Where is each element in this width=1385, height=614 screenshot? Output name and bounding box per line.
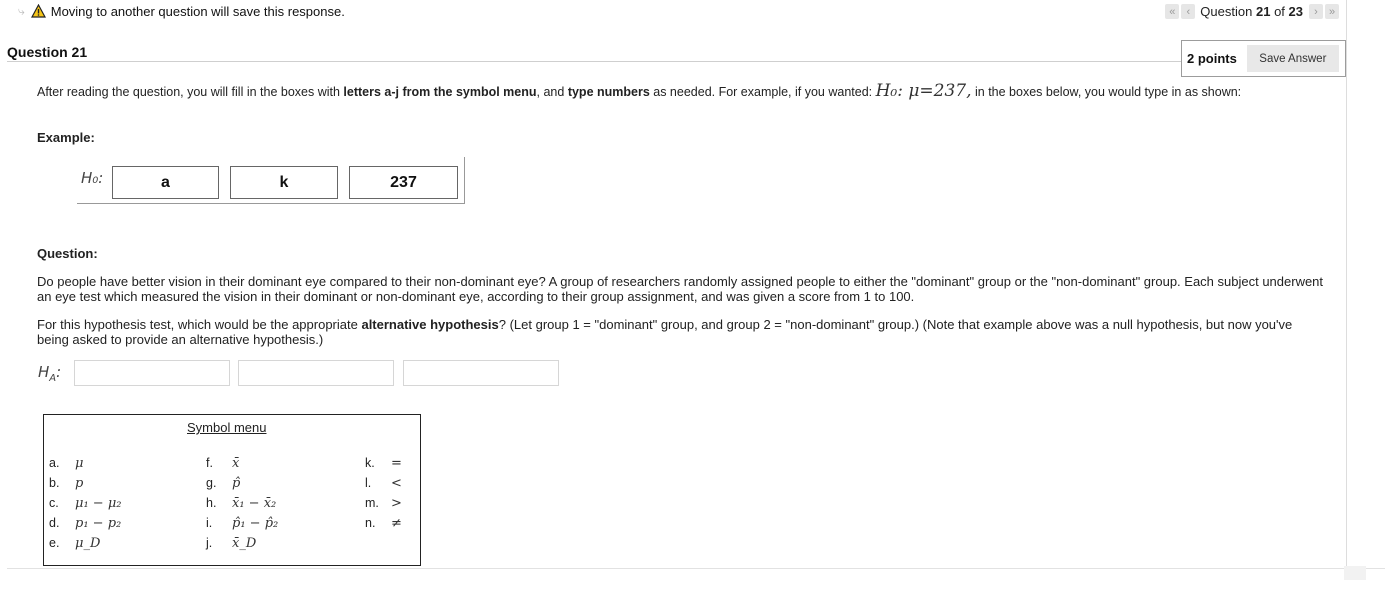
symbol-item (365, 453, 402, 473)
symbol-value: p₁ − p₂ (75, 516, 122, 531)
points-box (1181, 40, 1346, 77)
symbol-item (206, 533, 278, 553)
symbol-key: j. (206, 536, 213, 550)
warning-text: Moving to another question will save this response. (50, 3, 345, 19)
symbol-item (365, 513, 402, 533)
question-title: Question 21 (7, 44, 88, 60)
symbol-key: n. (365, 516, 376, 530)
symbol-key: e. (49, 536, 60, 550)
divider (7, 61, 1182, 62)
symbol-item (365, 493, 402, 513)
symbol-value: p̂ (232, 476, 241, 491)
answer-input-2[interactable] (238, 360, 394, 386)
question-navigation (1165, 4, 1339, 19)
page-corner (1344, 566, 1366, 580)
symbol-item (206, 513, 278, 533)
previous-question-icon[interactable]: ‹ (1181, 4, 1195, 19)
example-box-2: k (230, 166, 338, 199)
symbol-column-2 (206, 453, 278, 553)
symbol-value: p̂₁ − p̂₂ (232, 516, 279, 531)
answer-input-3[interactable] (403, 360, 559, 386)
symbol-key: k. (365, 456, 375, 470)
example-label: Example: (37, 130, 95, 145)
instructions-text: as needed. For example, if you wanted: (649, 85, 876, 99)
symbol-value: μ_D (75, 536, 101, 551)
page-bottom-divider (7, 568, 1385, 569)
symbol-value: ≠ (391, 516, 402, 531)
symbol-key: h. (206, 496, 217, 510)
instructions (37, 81, 1287, 102)
symbol-item (49, 533, 121, 553)
question-counter-of: of (1274, 4, 1285, 19)
save-warning (18, 2, 345, 20)
symbol-key: l. (365, 476, 372, 490)
symbol-column-3 (365, 453, 402, 533)
symbol-menu-title: Symbol menu (187, 420, 267, 435)
example-box-1: a (112, 166, 219, 199)
question-prompt-bold: alternative hypothesis (361, 317, 499, 332)
symbol-value: < (391, 476, 402, 491)
symbol-value: = (391, 456, 402, 471)
question-prompt-text: For this hypothesis test, which would be the appropriate (37, 317, 362, 332)
symbol-item (206, 473, 278, 493)
instructions-text: in the boxes below, you would type in as shown: (971, 85, 1242, 99)
symbol-key: d. (49, 516, 60, 530)
question-counter-prefix: Question (1200, 4, 1253, 19)
symbol-key: g. (206, 476, 217, 490)
question-paragraph: Do people have better vision in their dominant eye compared to their non-dominant eye? A group of researchers randomly assigned people to either the "dominant" group or the "non-dominant" group. Each subject underwent an eye test which measured the vision in their dominant or non-dominant eye, according to their group assignment, and was given a score from 1 to 100. (37, 274, 1324, 304)
symbol-key: b. (49, 476, 60, 490)
symbol-value: x̄₁ − x̄₂ (232, 496, 277, 511)
symbol-value: > (391, 496, 402, 511)
symbol-value: x̄ (232, 456, 240, 471)
first-question-icon[interactable]: « (1165, 4, 1179, 19)
points-label: 2 points (1187, 51, 1237, 66)
symbol-key: i. (206, 516, 213, 530)
instructions-bold-letters: letters a-j from the symbol menu (343, 85, 537, 99)
symbol-item (206, 493, 278, 513)
symbol-item (49, 473, 121, 493)
question-counter-current: 21 (1255, 4, 1271, 19)
symbol-column-1 (49, 453, 121, 553)
save-answer-button[interactable]: Save Answer (1247, 45, 1339, 72)
symbol-key: c. (49, 496, 59, 510)
symbol-key: a. (49, 456, 60, 470)
instructions-text: , and (536, 85, 568, 99)
question-prompt (37, 317, 1327, 347)
example-h0-label: H₀: (81, 169, 104, 187)
question-counter (1200, 4, 1303, 19)
question-counter-total: 23 (1288, 4, 1303, 19)
instructions-text: After reading the question, you will fill in the boxes with (37, 85, 344, 99)
ha-label: $H_A$: (38, 363, 62, 384)
symbol-value: x̄_D (232, 536, 257, 551)
symbol-item (49, 493, 121, 513)
example-box-3: 237 (349, 166, 458, 199)
answer-input-1[interactable] (74, 360, 230, 386)
symbol-value: p (75, 476, 84, 491)
example-hypothesis-math: H₀: μ=237, (875, 81, 972, 101)
symbol-key: f. (206, 456, 213, 470)
instructions-bold-numbers: type numbers (567, 85, 650, 99)
symbol-item (206, 453, 278, 473)
symbol-value: μ₁ − μ₂ (75, 496, 122, 511)
symbol-key: m. (365, 496, 379, 510)
question-label: Question: (37, 246, 98, 261)
last-question-icon[interactable]: » (1325, 4, 1339, 19)
symbol-item (365, 473, 402, 493)
arrow-icon: ⤷ (18, 3, 25, 18)
symbol-item (49, 453, 121, 473)
symbol-item (49, 513, 121, 533)
warning-icon (31, 4, 46, 18)
symbol-value: μ (75, 456, 84, 471)
page-scroll-edge (1346, 0, 1367, 568)
question-prompt-text: ? (Let group 1 = "dominant" group, and group 2 = "non-dominant" group.) (Note that example above was a null hypothesis, but now you've being asked to provide an alternative hypothesis.) (37, 317, 1293, 347)
next-question-icon[interactable]: › (1309, 4, 1323, 19)
